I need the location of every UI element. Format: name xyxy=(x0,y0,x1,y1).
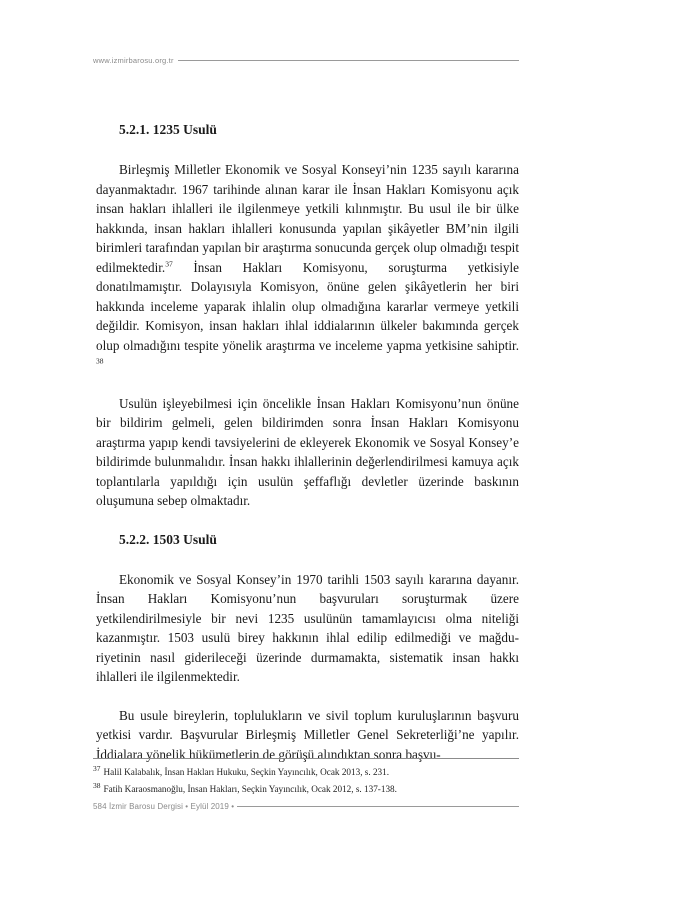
main-content xyxy=(96,120,519,764)
footnote-text: Halil Kalabalık, İnsan Hakları Hukuku, Seçkin Yayıncılık, Ocak 2013, s. 231. xyxy=(103,767,390,777)
section-title-1235: 5.2.1. 1235 Usulü xyxy=(119,122,217,137)
footnotes xyxy=(93,764,519,798)
footnote-ref-38[interactable]: 38 xyxy=(96,356,104,366)
header-rule xyxy=(178,60,519,61)
header-url: www.izmirbarosu.org.tr xyxy=(93,55,174,65)
footnote-number: 38 xyxy=(93,780,101,790)
footer-rule xyxy=(237,806,519,807)
footnote-number: 37 xyxy=(93,763,101,773)
paragraph-text: Birleşmiş Milletler Ekonomik ve Sosyal Konseyi’nin 1235 sayılı kararına dayanmaktadır. 1967 tarihinde alınan karar ile İnsan Hakları Komisyonu açık insan hakları ihlalleri ile ilgilenmeye yetkili kılınmıştır. Bu usul ile bir ülke hakkında, insan hakları ihlalleri konusunda yapılan şikâyetler BM’nin ilgili birimleri tarafından yapılan bir araştırma sonucunda gerçek olup olmadığı tespit edilmektedir. xyxy=(96,162,519,275)
paragraph-1503-intro: Ekonomik ve Sosyal Konsey’in 1970 tarihli 1503 sayılı kararına dayanır. İnsan Hakları Komisyonu’nun başvuruları soruşturmak üzere yetkilendirilmesiyle bir nevi 1235 usulünün tamamlayıcısı olma niteliği kazanmıştır. 1503 usulü birey hakkının ihlal edilip edilmediği ve mağduriyetinin nasıl giderileceği üzerinde durmamakta, sistematik insan hakkı ihlalleri ile ilgilenmektedir. xyxy=(96,571,519,684)
page-header xyxy=(93,53,519,67)
paragraph-1503-application: Bu usule bireylerin, toplulukların ve sivil toplum kuruluşlarının başvuru yetkisi vardır. Başvurular Birleşmiş Milletler Genel Sekreterliği’ne yapılır. İddialara yönelik hükümetlerin de görüşü alındıktan sonra başvu- xyxy=(96,707,519,762)
paragraph-1235-procedure: Usulün işleyebilmesi için öncelikle İnsan Hakları Komisyonu’nun önüne bir bildirim gelmeli, gelen bildirimden sonra İnsan Hakları Komisyonu araştırma yapıp kendi tavsiyelerini de ekleyerek Ekonomik ve Sosyal Konsey’e bildirimde bulunmalıdır. İnsan hakkı ihlallerinin değerlendirilmesi kamuya açık toplantılarla yapıldığı için usulün şeffaflığı devletler üzerinde baskının oluşumuna sebep olmaktadır. xyxy=(96,395,519,508)
paragraph-text: İnsan Hakları Komisyonu, soruşturma yetkisiyle donatılmamıştır. Dolayısıyla Komisyon, önüne gelen şikâyetlerin her biri hakkında inceleme yaparak ihlalin olup olmadığına kararlar vermeye yetkili değildir. Komisyon, insan hakları ihlal iddialarının ülkeler bakımında gerçek olup olmadığını tespite yönelik araştırma ve inceleme yapma yetkisine sahiptir. xyxy=(96,259,519,353)
page-footer xyxy=(93,799,519,813)
footnote-divider xyxy=(93,758,519,759)
footnote-37 xyxy=(93,764,519,781)
footnote-38 xyxy=(93,781,519,798)
footer-text: 584 İzmir Barosu Dergisi • Eylül 2019 • xyxy=(93,801,235,811)
footnote-ref-37[interactable]: 37 xyxy=(165,259,173,269)
paragraph-1235-intro xyxy=(96,160,519,375)
section-title-1503: 5.2.2. 1503 Usulü xyxy=(119,531,217,547)
footnote-text: Fatih Karaosmanoğlu, İnsan Hakları, Seçkin Yayıncılık, Ocak 2012, s. 137-138. xyxy=(103,784,397,794)
